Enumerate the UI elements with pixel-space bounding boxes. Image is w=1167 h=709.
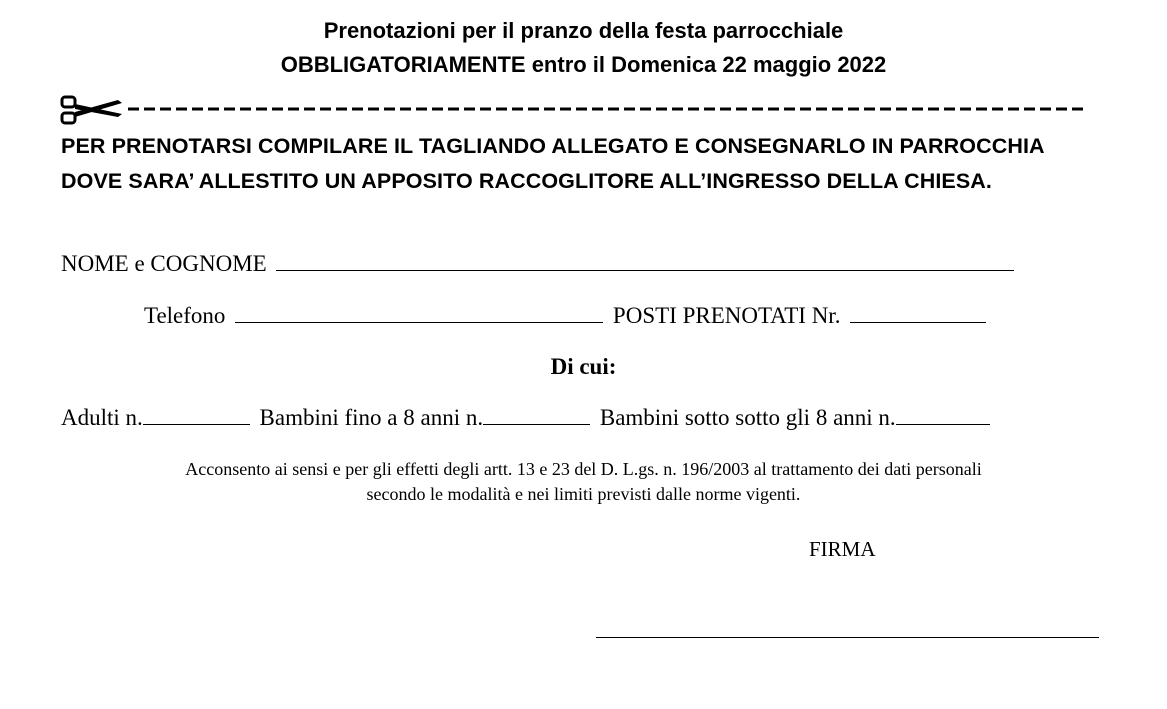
name-row [61,249,1014,279]
seats-label: POSTI PRENOTATI Nr. [612,303,841,328]
under8-field[interactable] [896,404,990,425]
phone-field[interactable] [235,302,603,323]
counts-row [61,403,990,433]
name-label: NOME e COGNOME [61,251,267,276]
scissors-icon [62,97,122,123]
cut-line [60,92,1090,128]
consent-line-2: secondo le modalità e nei limiti previsti dalle norme vigenti. [366,484,801,504]
children-label: Bambini fino a 8 anni n. [259,405,484,430]
signature-field[interactable] [596,637,1099,638]
consent-line-1: Acconsento ai sensi e per gli effetti degli artt. 13 e 23 del D. L.gs. n. 196/2003 al trattamento dei dati personali [185,459,982,479]
seats-field[interactable] [850,302,986,323]
phone-label: Telefono [144,303,226,328]
adults-field[interactable] [143,404,250,425]
instruction-line-1: PER PRENOTARSI COMPILARE IL TAGLIANDO ALLEGATO E CONSEGNARLO IN PARROCCHIA [61,134,1045,158]
phone-seats-row [144,301,986,331]
deadline-subtitle: OBBLIGATORIAMENTE entro il Domenica 22 maggio 2022 [280,52,887,77]
signature-label: FIRMA [809,537,876,561]
adults-label: Adulti n. [61,405,143,430]
instruction-line-2: DOVE SARA’ ALLESTITO UN APPOSITO RACCOGLITORE ALL’INGRESSO DELLA CHIESA. [61,169,992,193]
children-field[interactable] [483,404,590,425]
page-title: Prenotazioni per il pranzo della festa parrocchiale [323,18,844,43]
name-field[interactable] [276,250,1014,271]
breakdown-heading: Di cui: [550,354,617,379]
under8-label: Bambini sotto sotto gli 8 anni n. [599,405,896,430]
